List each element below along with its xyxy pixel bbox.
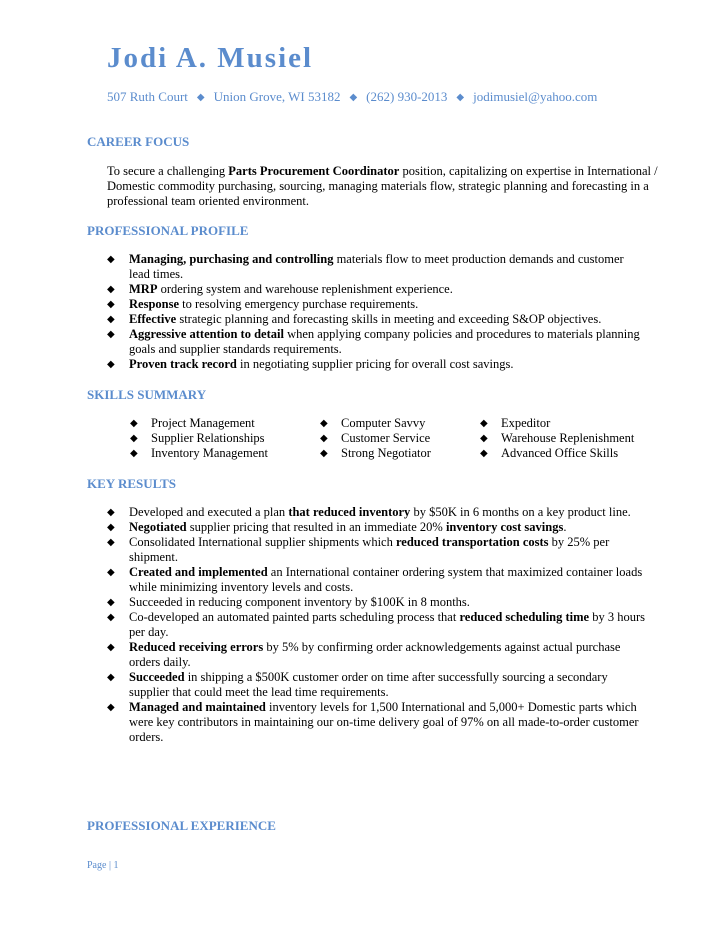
- diamond-bullet-icon: ◆: [107, 672, 115, 683]
- diamond-bullet-icon: ◆: [107, 522, 115, 533]
- diamond-separator-icon: ◆: [456, 92, 465, 103]
- skills-summary-heading: SKILLS SUMMARY: [87, 387, 207, 402]
- diamond-bullet-icon: ◆: [130, 433, 138, 444]
- list-item: ◆ Consolidated International supplier shipments which reduced transportation costs by 25% per shipment.: [107, 535, 610, 564]
- list-item: ◆ Effective strategic planning and forecasting skills in meeting and exceeding S&OP objectives.: [107, 312, 602, 326]
- skill-item: ◆ Expeditor: [480, 416, 551, 430]
- profile-list: [107, 252, 647, 372]
- professional-profile-heading: PROFESSIONAL PROFILE: [87, 223, 249, 238]
- email-link[interactable]: jodimusiel@yahoo.com: [473, 89, 598, 104]
- skill-item: ◆ Strong Negotiator: [320, 446, 431, 460]
- diamond-bullet-icon: ◆: [480, 418, 488, 429]
- diamond-bullet-icon: ◆: [320, 448, 328, 459]
- diamond-bullet-icon: ◆: [107, 642, 115, 653]
- diamond-bullet-icon: ◆: [107, 299, 115, 310]
- career-focus-heading: CAREER FOCUS: [87, 134, 190, 149]
- address: 507 Ruth Court: [107, 89, 188, 104]
- list-item: ◆ Co-developed an automated painted parts scheduling process that reduced scheduling time by 3 hours per day.: [107, 610, 646, 639]
- professional-experience-heading: PROFESSIONAL EXPERIENCE: [87, 818, 276, 833]
- skills-column: [320, 416, 431, 461]
- diamond-bullet-icon: ◆: [130, 448, 138, 459]
- city: Union Grove, WI 53182: [213, 89, 341, 104]
- diamond-bullet-icon: ◆: [107, 507, 115, 518]
- list-item: ◆ Succeeded in shipping a $500K customer order on time after successfully sourcing a secondary supplier that could meet the lead time requirements.: [107, 670, 608, 699]
- diamond-separator-icon: ◆: [349, 92, 358, 103]
- diamond-bullet-icon: ◆: [320, 433, 328, 444]
- candidate-name: Jodi A. Musiel: [107, 42, 314, 74]
- diamond-bullet-icon: ◆: [107, 329, 115, 340]
- skill-item: ◆ Inventory Management: [130, 446, 268, 460]
- diamond-bullet-icon: ◆: [107, 567, 115, 578]
- skills-column: [480, 416, 634, 461]
- list-item: ◆ MRP ordering system and warehouse replenishment experience.: [107, 282, 453, 296]
- list-item: ◆ Developed and executed a plan that reduced inventory by $50K in 6 months on a key product line.: [107, 505, 631, 519]
- key-results-heading: KEY RESULTS: [87, 476, 176, 491]
- diamond-bullet-icon: ◆: [480, 433, 488, 444]
- diamond-bullet-icon: ◆: [107, 702, 115, 713]
- skills-grid: [130, 416, 670, 466]
- diamond-bullet-icon: ◆: [107, 612, 115, 623]
- page-footer: Page | 1: [87, 860, 119, 871]
- skill-item: ◆ Supplier Relationships: [130, 431, 265, 445]
- phone: (262) 930-2013: [366, 89, 448, 104]
- diamond-bullet-icon: ◆: [130, 418, 138, 429]
- career-focus-text: To secure a challenging Parts Procurement Coordinator position, capitalizing on expertise in International / Domestic commodity purchasing, sourcing, managing materials flow, strategic planning and forecasting in a professional team oriented environment.: [107, 164, 658, 208]
- skills-column: [130, 416, 268, 461]
- skill-item: ◆ Project Management: [130, 416, 255, 430]
- diamond-bullet-icon: ◆: [107, 254, 115, 265]
- list-item: ◆ Created and implemented an International container ordering system that maximized container loads while minimizing inventory levels and costs.: [107, 565, 643, 594]
- results-list: [107, 505, 647, 745]
- diamond-bullet-icon: ◆: [107, 537, 115, 548]
- list-item: ◆ Proven track record in negotiating supplier pricing for overall cost savings.: [107, 357, 514, 371]
- diamond-bullet-icon: ◆: [107, 284, 115, 295]
- list-item: ◆ Managing, purchasing and controlling materials flow to meet production demands and customer lead times.: [107, 252, 624, 281]
- diamond-bullet-icon: ◆: [107, 597, 115, 608]
- list-item: ◆ Succeeded in reducing component inventory by $100K in 8 months.: [107, 595, 470, 609]
- diamond-bullet-icon: ◆: [107, 359, 115, 370]
- list-item: ◆ Response to resolving emergency purchase requirements.: [107, 297, 419, 311]
- list-item: ◆ Reduced receiving errors by 5% by confirming order acknowledgements against actual purchase orders daily.: [107, 640, 621, 669]
- diamond-bullet-icon: ◆: [320, 418, 328, 429]
- skill-item: ◆ Warehouse Replenishment: [480, 431, 635, 445]
- diamond-separator-icon: ◆: [196, 92, 205, 103]
- contact-line: [107, 89, 597, 107]
- list-item: ◆ Aggressive attention to detail when applying company policies and procedures to materials planning goals and supplier standards requirements.: [107, 327, 640, 356]
- skill-item: ◆ Customer Service: [320, 431, 431, 445]
- diamond-bullet-icon: ◆: [107, 314, 115, 325]
- skill-item: ◆ Advanced Office Skills: [480, 446, 619, 460]
- skill-item: ◆ Computer Savvy: [320, 416, 426, 430]
- list-item: ◆ Managed and maintained inventory levels for 1,500 International and 5,000+ Domestic parts which were key contributors in maintaining our on-time delivery goal of 97% on all made-to-order customer orders.: [107, 700, 639, 744]
- list-item: ◆ Negotiated supplier pricing that resulted in an immediate 20% inventory cost savings.: [107, 520, 567, 534]
- diamond-bullet-icon: ◆: [480, 448, 488, 459]
